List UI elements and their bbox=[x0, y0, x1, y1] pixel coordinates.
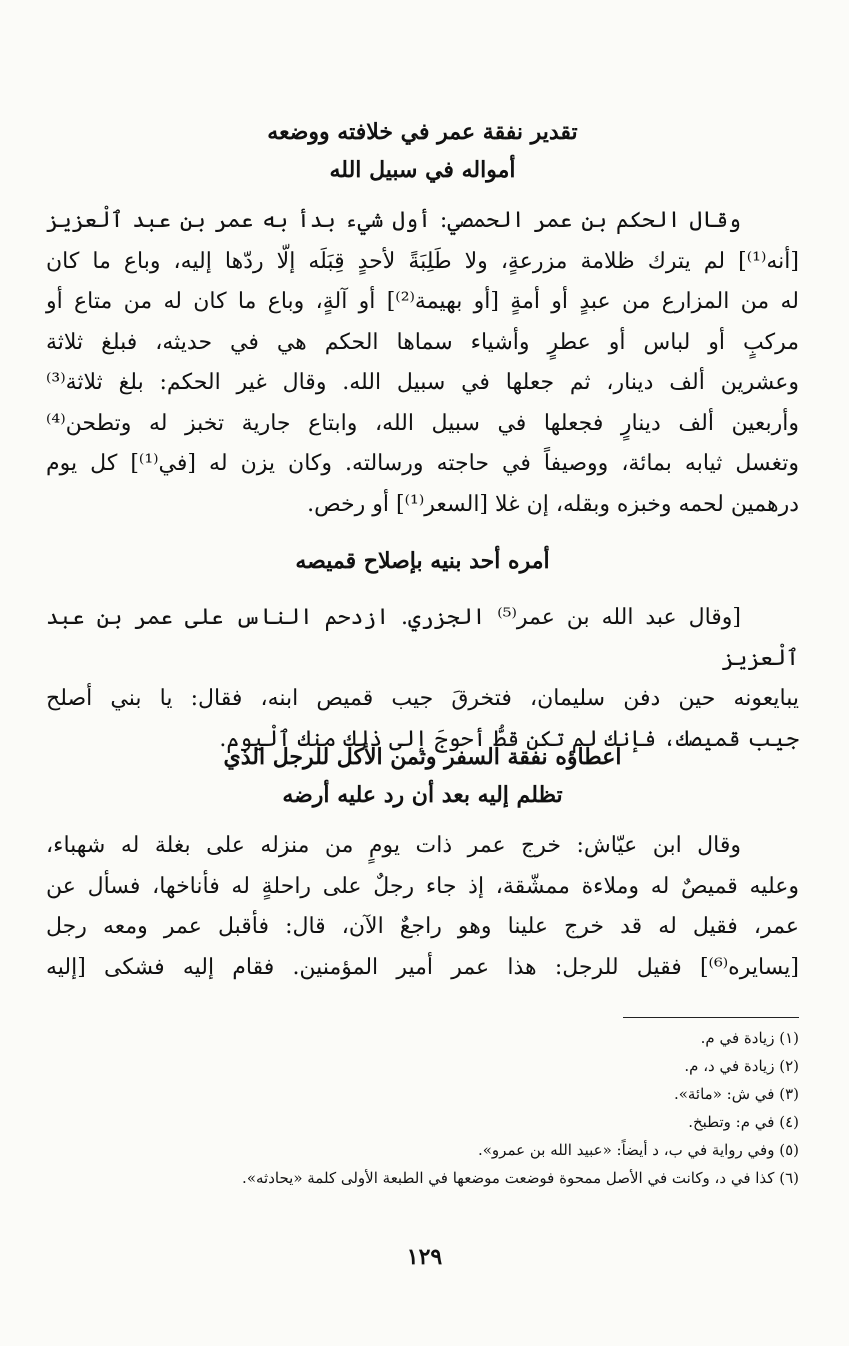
paragraph-line: جيب قميصك، فإنك لم تكن قطُّ أحوجَ إلى ذلك منك ٱلْيوم. bbox=[219, 726, 799, 752]
section-2-heading: أمره أحد بنيه بإصلاح قميصه bbox=[295, 548, 550, 574]
footnote: (٦) كذا في د، وكانت في الأصل ممحوة فوضعت موضعها في الطبعة الأولى كلمة «يحادثه». bbox=[242, 1169, 799, 1187]
paragraph-line: وعشرين ألف دينار، ثم جعلها في سبيل الله. وقال غير الحكم: بلغ ثلاثة⁽³⁾ bbox=[46, 370, 799, 395]
section-2 bbox=[46, 542, 799, 760]
section-1 bbox=[46, 113, 799, 525]
paragraph-line: [يسايره⁽⁶⁾] فقيل للرجل: هذا عمر أمير المؤمنين. فقام إليه فشكى [إليه bbox=[46, 954, 799, 980]
paragraph-line: [أنه⁽¹⁾] لم يترك ظلامة مزرعةٍ، ولا طَلِبَةً لأحدٍ قِبَلَه إلّا ردّها إليه، وباع ما كان bbox=[46, 248, 799, 274]
paragraph-line: له من المزارع من عبدٍ أو أمةٍ [أو بهيمة⁽²⁾] أو آلةٍ، وباع ما كان له من متاع أو bbox=[46, 289, 800, 314]
footnote-divider bbox=[623, 1017, 799, 1018]
section-3-paragraph bbox=[46, 826, 799, 988]
paragraph-line: درهمين لحمه وخبزه وبقله، إن غلا [السعر⁽¹⁾] أو رخص. bbox=[307, 491, 799, 517]
footnote: (١) زيادة في م. bbox=[700, 1029, 799, 1047]
paragraph-line: يبايعونه حين دفن سليمان، فتخرقَ جيب قميص ابنه، فقال: يا بني أصلح bbox=[46, 686, 799, 711]
paragraph-line: [وقال عبد الله بن عمر⁽⁵⁾ الجزري. ازدحم الناس على عمر بن عبد ٱلْعزيز bbox=[46, 605, 799, 671]
footnote: (٥) وفي رواية في ب، د أيضاً: «عبيد الله بن عمرو». bbox=[477, 1141, 799, 1159]
footnotes bbox=[46, 1024, 799, 1192]
page-number: ١٢٩ bbox=[406, 1244, 443, 1270]
paragraph-line: مركبٍ أو لباس أو عطرٍ وأشياء سماها الحكم هي في حديثه، فبلغ ثلاثة bbox=[46, 329, 799, 355]
section-2-paragraph bbox=[46, 598, 799, 760]
section-1-heading-line-2: أمواله في سبيل الله bbox=[329, 157, 516, 183]
paragraph-line: وأربعين ألف دينارٍ فجعلها في سبيل الله، وابتاع جارية تخبز له وتطحن⁽⁴⁾ bbox=[46, 410, 799, 436]
paragraph-line: وعليه قميصٌ له وملاءة ممشّقة، إذ جاء رجلٌ على راحلةٍ له فأناخها، فسأل عن bbox=[46, 873, 799, 899]
paragraph-line: عمر، فقيل له قد خرج علينا وهو راجعٌ الآن، قال: فأقبل عمر ومعه رجل bbox=[46, 914, 799, 939]
section-3-heading-line-1: اعطاؤه نفقة السفر وثمن الأكل للرجل الذي bbox=[223, 744, 622, 770]
section-1-heading-line-1: تقدير نفقة عمر في خلافته ووضعه bbox=[267, 119, 578, 145]
paragraph-line: وتغسل ثيابه بمائة، ووصيفاً في حاجته ورسالته. وكان يزن له [في⁽¹⁾] كل يوم bbox=[46, 451, 800, 476]
paragraph-line: وقال ابن عيّاش: خرج عمر ذات يومٍ من منزله على بغلة له شهباء، bbox=[46, 833, 741, 858]
section-3-heading-line-2: تظلم إليه بعد أن رد عليه أرضه bbox=[282, 782, 563, 808]
paragraph-line: وقال الحكم بن عمر الحمصي: أول شيء بدأ به عمر بن عبد ٱلْعزيز bbox=[46, 208, 741, 233]
section-1-paragraph bbox=[46, 201, 799, 525]
section-3 bbox=[46, 738, 799, 988]
footnote: (٢) زيادة في د، م. bbox=[684, 1057, 799, 1075]
footnote: (٤) في م: وتطبخ. bbox=[688, 1113, 799, 1131]
footnote: (٣) في ش: «مائة». bbox=[673, 1085, 799, 1103]
